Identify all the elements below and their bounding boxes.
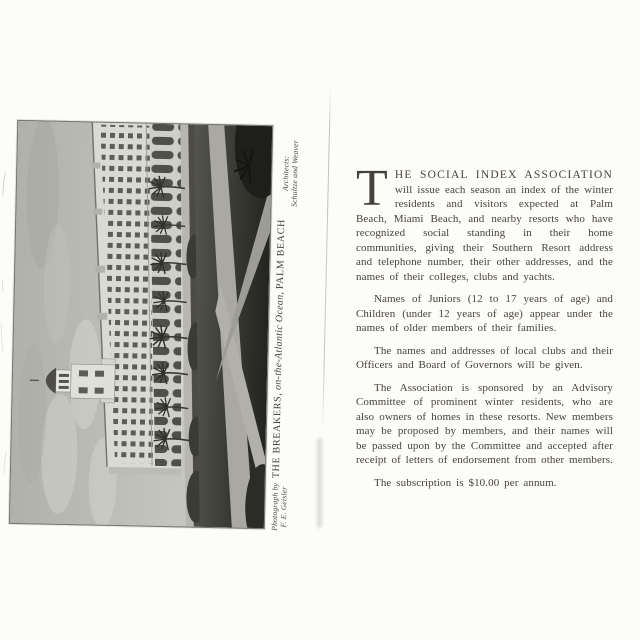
breakers-hotel-photo	[10, 121, 272, 528]
paragraph-text: will issue each season an index of the winter residents and visitors expected at Palm Beach, Miami Beach, and nearby resorts who have recognized social standing in their home communities, giving their Southern Resort address and telephone number, their other addresses, and the names of their colleges, clubs and yachts.	[356, 183, 613, 283]
caption-place: PALM BEACH	[274, 218, 288, 290]
drop-cap: T	[356, 160, 388, 217]
architects-credit-line: Schultze and Weaver	[289, 139, 300, 207]
caption-title: THE BREAKERS,	[270, 392, 284, 479]
scan-artifact	[0, 320, 6, 354]
text-page	[356, 160, 613, 498]
lead-caps: HE SOCIAL INDEX ASSOCIATION	[394, 169, 613, 181]
page-gutter-shadow	[315, 438, 324, 528]
photo-caption-row	[265, 127, 317, 530]
paragraph-juniors: Names of Juniors (12 to 17 years of age) and Children (under 12 years of age) appear under the names of older members of their families.	[356, 293, 613, 334]
photo-caption	[271, 219, 287, 478]
scan-artifact	[2, 170, 9, 198]
photo-credit-line: Photograph by	[269, 482, 280, 531]
scan-artifact	[2, 279, 5, 292]
page-gutter-line	[322, 88, 331, 434]
paragraph-subscription: The subscription is $10.00 per annum.	[374, 476, 557, 489]
paragraph-association: The Association is sponsored by an Advisory Committee of prominent winter residents, who are also owners of homes in these resorts. New members may be proposed by members, and their names will be passed upon by the Committee and accepted after receipt of letters of endorsement from other members.	[356, 381, 613, 466]
intro-paragraph	[356, 160, 613, 284]
photo-credit-line: F. E. Geisler	[278, 486, 289, 528]
caption-subtitle: on-the-Atlantic Ocean,	[272, 291, 286, 391]
photo-frame	[9, 120, 273, 529]
architects-credit-line: Architects:	[280, 155, 291, 192]
architects-credit	[280, 127, 300, 219]
paragraph-clubs: The names and addresses of local clubs and their Officers and Board of Governors will be given.	[356, 344, 613, 371]
photo-credit	[270, 478, 289, 536]
plate-page	[9, 122, 317, 530]
scan-artifact	[3, 450, 9, 476]
